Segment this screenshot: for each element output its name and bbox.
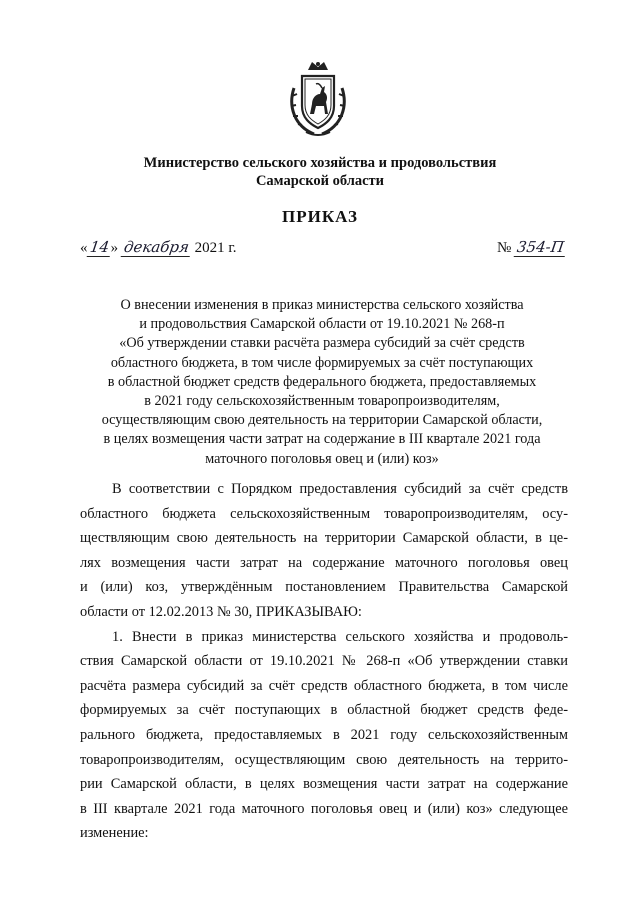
paragraph-2-line: товаропроизводителям, осуществляющим свою деятельность на террито- [80, 751, 568, 768]
paragraph-1-line: лях возмещения части затрат на содержание маточного поголовья овец [80, 554, 568, 571]
title-line: О внесении изменения в приказ министерства сельского хозяйства [120, 297, 524, 313]
paragraph-1-line: области от 12.02.2013 № 30, ПРИКАЗЫВАЮ: [80, 603, 362, 620]
date-open-quote: « [80, 240, 88, 256]
paragraph-2-line: расчёта размера субсидий за счёт средств областного бюджета, в том числе [80, 677, 568, 694]
date-year: 2021 г. [194, 240, 237, 256]
number-value-handwritten: 354-П [514, 238, 567, 257]
paragraph-2-line: 1. Внести в приказ министерства сельского хозяйства и продоволь- [112, 628, 568, 645]
title-line: осуществляющим свою деятельность на территории Самарской области, [101, 412, 543, 429]
number-label: № [497, 240, 512, 256]
coat-of-arms-emblem [284, 58, 352, 140]
order-number [497, 238, 566, 257]
date-month-handwritten: декабря [121, 238, 193, 257]
title-line: и продовольствия Самарской области от 19.10.2021 № 268-п [139, 316, 505, 333]
ministry-line-2: Самарской области [255, 173, 385, 189]
title-line: в областной бюджет средств федерального бюджета, предоставляемых [107, 373, 537, 390]
paragraph-2-line: изменение: [80, 825, 149, 842]
title-line: «Об утверждении ставки расчёта размера субсидий за счёт средств [119, 335, 525, 352]
order-body [80, 477, 568, 846]
order-date [80, 238, 237, 257]
paragraph-1-line: В соответствии с Порядком предоставления субсидий за счёт средств [112, 481, 568, 497]
paragraph-1-line: ществляющим свою деятельность на территории Самарской области, в це- [80, 530, 568, 547]
title-line: в 2021 году сельскохозяйственным товаропроизводителям, [144, 393, 500, 410]
date-day-handwritten: 14 [86, 238, 112, 257]
ministry-line-1: Министерство сельского хозяйства и продовольствия [143, 155, 497, 171]
title-line: маточного поголовья овец и (или) коз» [205, 450, 439, 467]
document-type-heading: ПРИКАЗ [282, 207, 358, 226]
order-title [60, 296, 584, 469]
ministry-name [60, 154, 580, 190]
paragraph-2-line: рии Самарской области, в целях возмещения части затрат на содержание [80, 776, 568, 793]
paragraph-1-line: и (или) коз, утверждённым постановлением Правительства Самарской [80, 579, 568, 596]
title-line: в целях возмещения части затрат на содержание в III квартале 2021 года [103, 431, 541, 448]
paragraph-2-line: формируемых за счёт поступающих в областной бюджет средств феде- [80, 702, 568, 719]
paragraph-2-line: рального бюджета, предоставляемых в 2021 году сельскохозяйственным [80, 726, 568, 743]
title-line: областного бюджета, в том числе формируемых за счёт поступающих [110, 354, 534, 371]
paragraph-2-line: ствия Самарской области от 19.10.2021 № 268-п «Об утверждении ставки [80, 653, 568, 670]
paragraph-2-line: в III квартале 2021 года маточного поголовья овец и (или) коз» следующее [80, 800, 568, 817]
paragraph-1-line: областного бюджета сельскохозяйственным товаропроизводителям, осу- [80, 505, 568, 522]
date-close-quote: » [110, 240, 119, 256]
